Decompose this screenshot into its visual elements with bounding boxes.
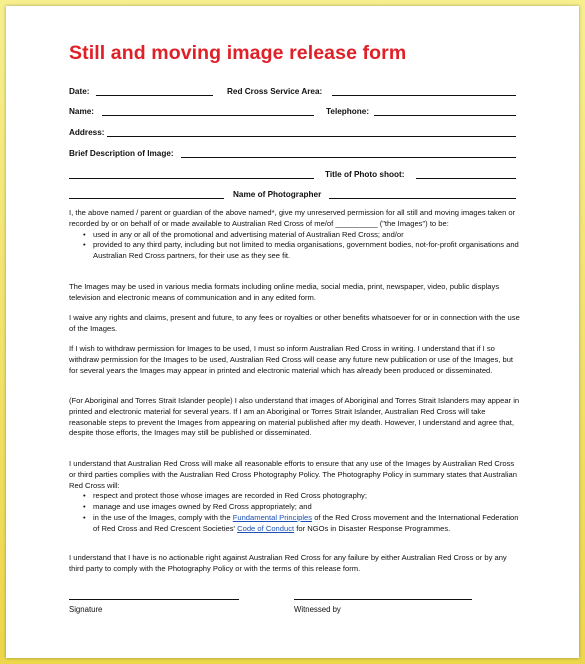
form-title: Still and moving image release form [69,42,407,64]
policy-paragraph [69,459,521,535]
aboriginal-paragraph: (For Aboriginal and Torres Strait Islander people) I also understand that images of Aboriginal and Torres Strait Islanders may appear in printed and electronic material for several years. If I am an Aboriginal or Torres Strait Islander, Australian Red Cross will take reasonable steps to prevent the Images from appearing on material published after my death. However, I understand and agree that, despite those efforts, the Images may still be published or disseminated. [69,396,520,438]
code-of-conduct-link[interactable]: Code of Conduct [237,523,295,533]
blank-field[interactable] [69,198,224,199]
document-page [6,6,579,658]
name-field[interactable] [102,115,314,116]
no-right-paragraph: I understand that I have is no actionable right against Australian Red Cross for any failure by either Australian Red Cross or by any third party to comply with the Photography Policy or with the terms of this release form. [69,553,507,573]
bullet-item: • used in any or all of the promotional and advertising material of Australian Red Cross; and/or [93,230,521,241]
media-paragraph: The Images may be used in various media formats including online media, social media, print, newspaper, video, public displays television and electronic means of communication and in any edited form. [69,282,500,302]
bullet-text: in the use of the Images, comply with the [93,512,233,522]
bullet-item: • respect and protect those whose images are recorded in Red Cross photography; [93,491,521,502]
signature-field[interactable] [69,599,239,600]
description-field[interactable] [181,157,516,158]
photo-shoot-field[interactable] [416,178,516,179]
policy-text: I understand that Australian Red Cross will make all reasonable efforts to ensure that any use of the Images by Australian Red Cross or third parties complies with the Australian Red Cross Photography Policy. The Photography Policy in summary states that Australian Red Cross will: [69,459,517,490]
telephone-field[interactable] [374,115,516,116]
witness-field[interactable] [294,599,472,600]
bullet-item: • provided to any third party, including but not limited to media organisations, government bodies, not-for-profit organisations and Australian Red Cross partners, for their use as they see fit. [93,240,521,262]
description-field-continued[interactable] [69,178,314,179]
bullet-item: • manage and use images owned by Red Cross appropriately; and [93,502,521,513]
bullet-text: for NGOs in Disaster Response Programmes. [294,523,451,533]
waiver-paragraph: I waive any rights and claims, present and future, to any fees or royalties or other benefits whatsoever for or in connection with the use of the Images. [69,313,520,333]
consent-paragraph [69,208,521,262]
telephone-label: Telephone: [326,107,370,116]
photo-shoot-label: Title of Photo shoot: [325,170,405,179]
photographer-field[interactable] [329,198,516,199]
signature-label: Signature [69,605,103,614]
witnessed-by-label: Witnessed by [294,605,341,614]
date-field[interactable] [96,95,213,96]
address-label: Address: [69,128,105,137]
bullet-text: of the Red Cross movement and the International Federation of Red Cross and Red Crescent Societies' [93,512,519,533]
name-label: Name: [69,107,95,116]
address-field[interactable] [107,136,516,137]
consent-text: I, the above named / parent or guardian of the above named*, give my unreserved permission for all still and moving images taken or recorded by or on behalf of or made available to Australian Red Cross of me/of __________ ("the Images") to be: [69,208,516,228]
withdraw-paragraph: If I wish to withdraw permission for Images to be used, I must so inform Australian Red Cross in writing. I understand that if I so withdraw permission for the Images to be used, Australian Red Cross will cease any future new publication or use of the Images, but for several years the Images may appear in printed and electronic material which has already been produced or disseminated. [69,344,514,375]
description-label: Brief Description of Image: [69,149,174,158]
fundamental-principles-link[interactable]: Fundamental Principles [232,512,313,522]
service-area-field[interactable] [332,95,516,96]
bullet-item [93,513,521,535]
date-label: Date: [69,87,90,96]
service-area-label: Red Cross Service Area: [227,87,323,96]
photographer-label: Name of Photographer [233,190,322,199]
